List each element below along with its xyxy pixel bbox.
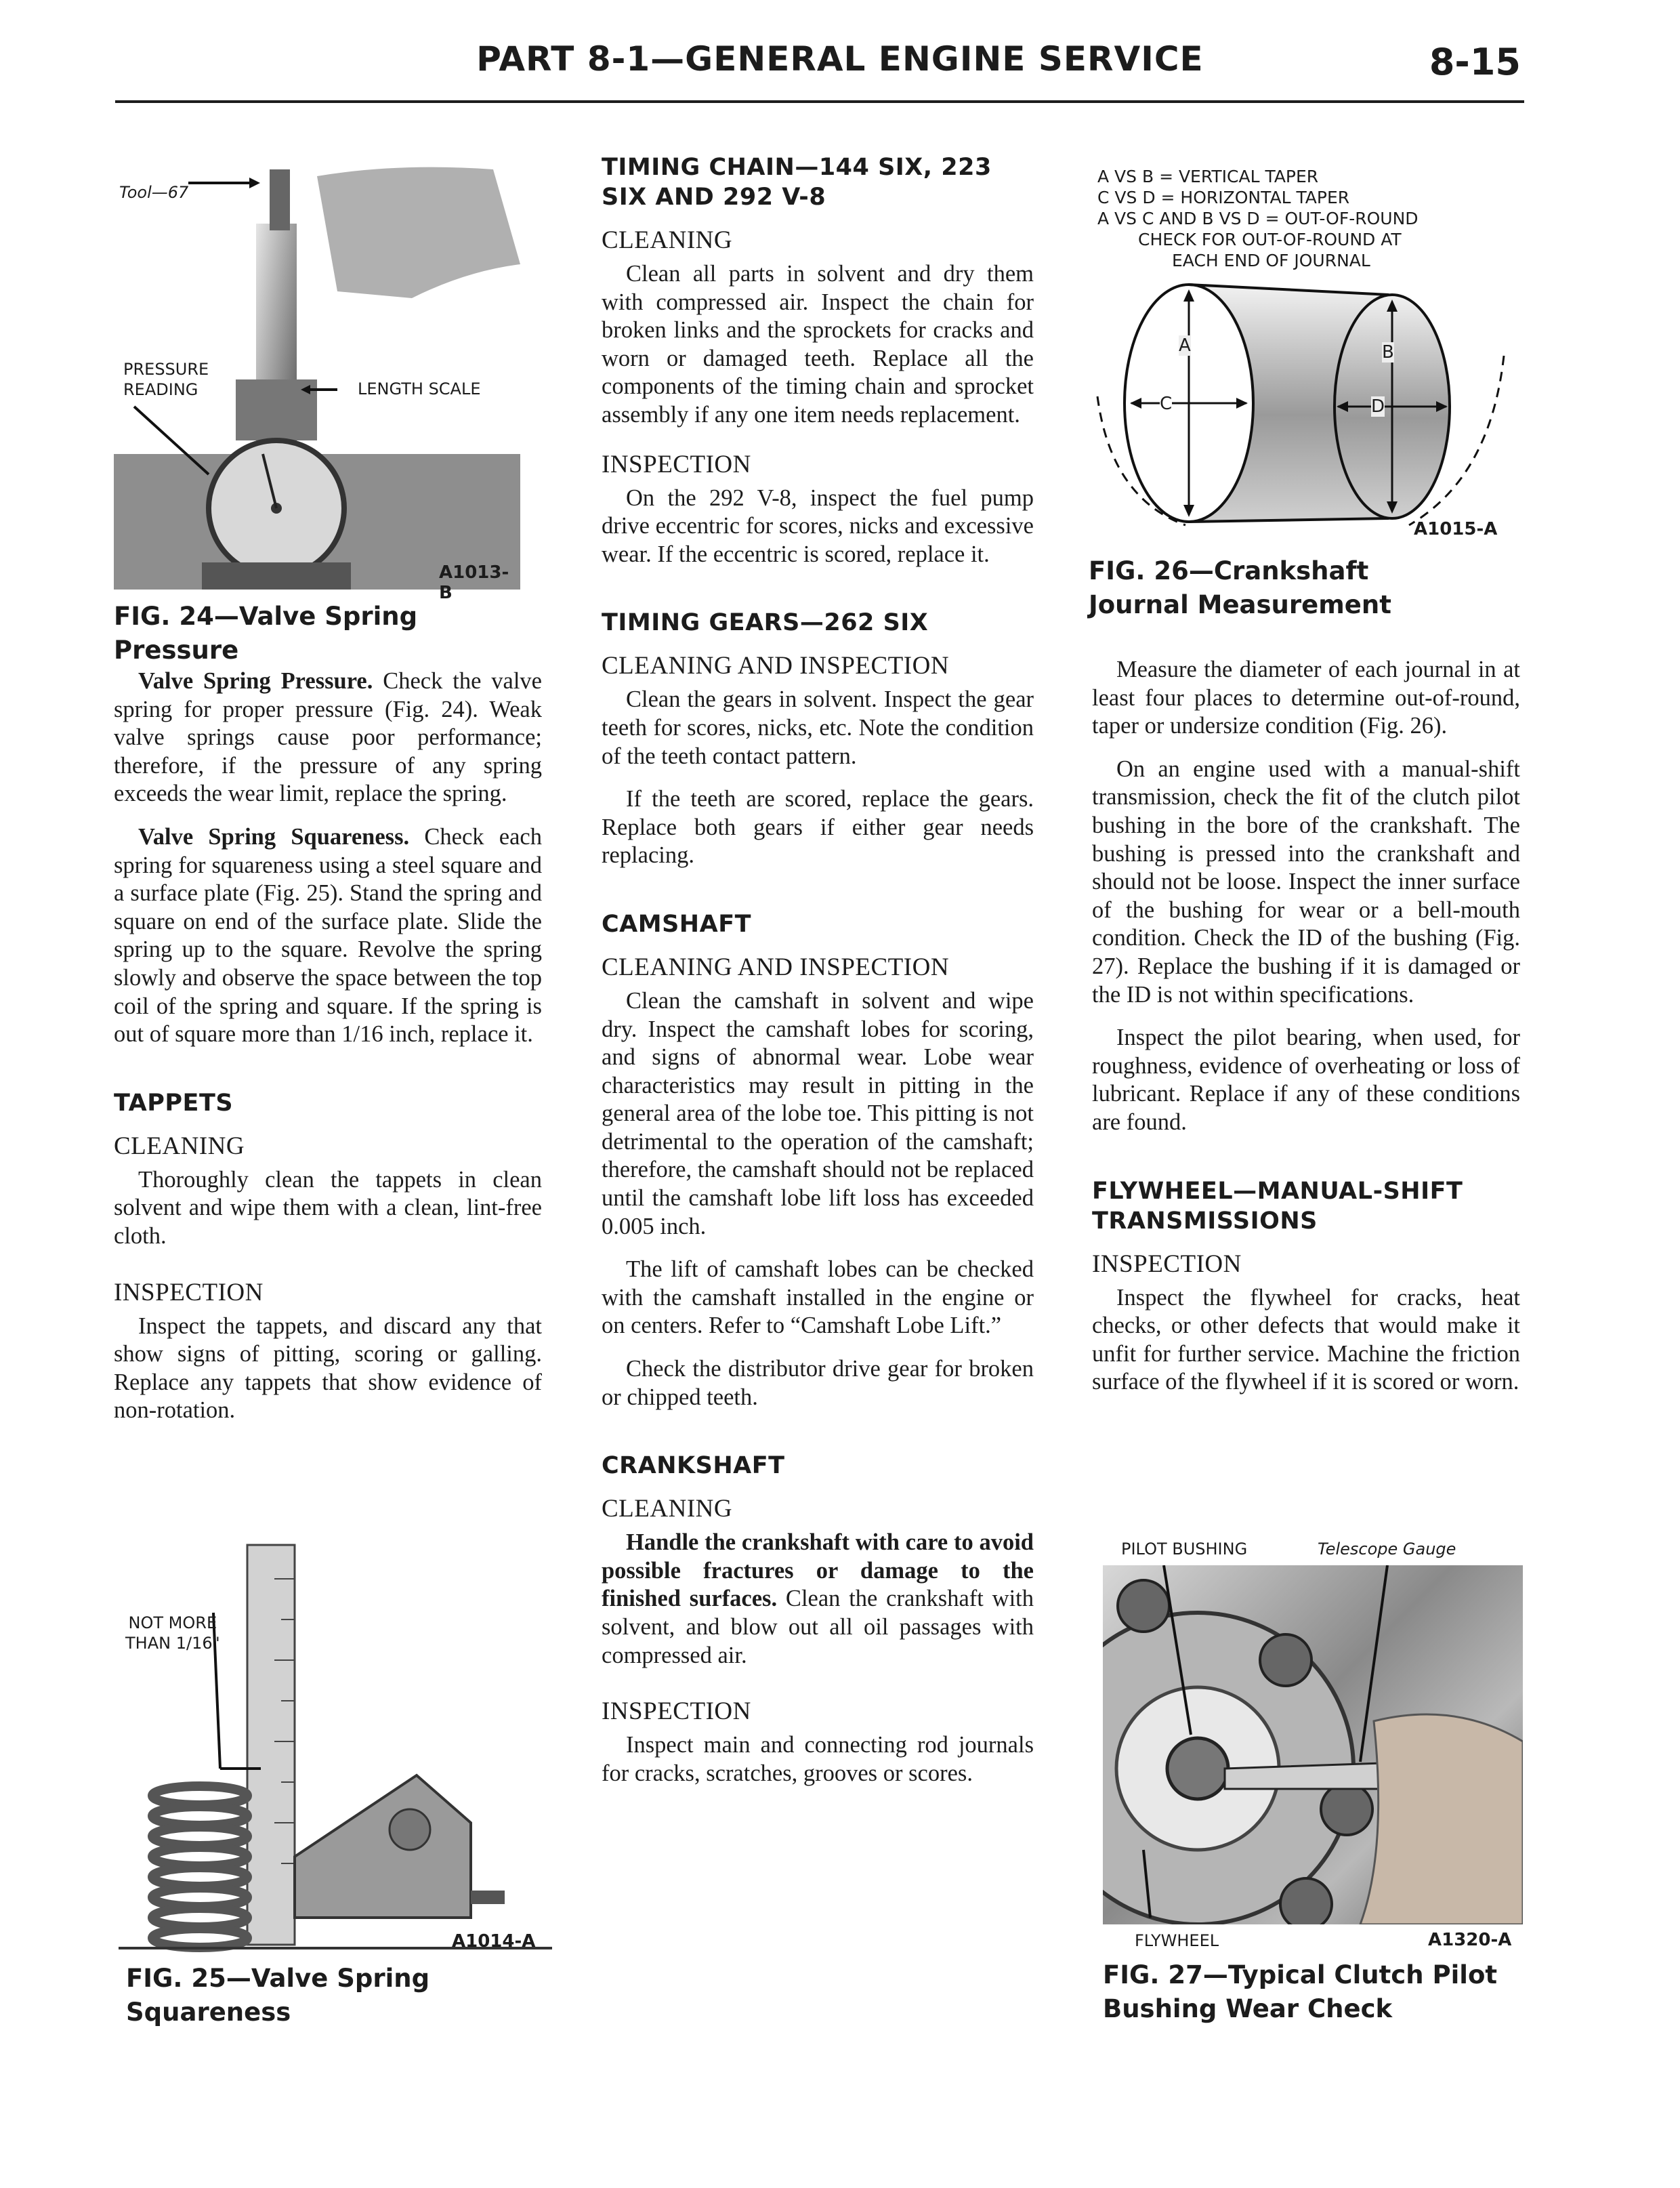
valve-spring-pressure-paragraph: Valve Spring Pressure. Check the valve spring for proper pressure (Fig. 24). Weak valve springs cause poor performance; therefore, if the pressure of any spring exceeds the wear limit, replace the spring.	[114, 668, 542, 807]
fig24-id: A1013-B	[439, 562, 509, 603]
pilot-bearing-text: Inspect the pilot bearing, when used, for roughness, evidence of overheating or loss of lubricant. Replace if any of these conditions are found.	[1092, 1025, 1520, 1135]
fig27-caption: FIG. 27—Typical Clutch Pilot Bushing Wear Check	[1103, 1960, 1498, 2023]
tappets-inspection-heading: INSPECTION	[114, 1278, 264, 1306]
fig24-length-label: LENGTH SCALE	[358, 379, 481, 398]
header-rule	[115, 100, 1524, 103]
flywheel-inspection-text: Inspect the flywheel for cracks, heat checks, or other defects that would make it unfit for further service. Machine the friction surface of the flywheel if it is scored or worn.	[1092, 1284, 1520, 1395]
fig26-caption: FIG. 26—Crankshaft Journal Measurement	[1089, 556, 1391, 619]
flywheel-heading: FLYWHEEL—MANUAL-SHIFT TRANSMISSIONS	[1092, 1177, 1463, 1235]
column-1	[114, 667, 542, 1440]
fig25-not-more-label: NOT MORE THAN 1/16"	[125, 1613, 220, 1653]
fig26-label-b: B	[1382, 342, 1394, 363]
fig24-caption: FIG. 24—Valve Spring Pressure	[114, 602, 418, 665]
fig26-legend-line-2: C VS D = HORIZONTAL TAPER	[1097, 188, 1350, 207]
fig26-legend-line-3: A VS C AND B VS D = OUT-OF-ROUND	[1097, 209, 1419, 228]
crankshaft-inspection-heading: INSPECTION	[602, 1697, 751, 1726]
column-2	[602, 152, 1034, 1802]
tappets-inspection-text: Inspect the tappets, and discard any that show signs of pitting, scoring or galling. Replace any tappets that show evidence of non-rotation.	[114, 1313, 542, 1424]
fig26-legend-line-1: A VS B = VERTICAL TAPER	[1097, 167, 1319, 186]
fig27-photo	[1103, 1565, 1523, 1924]
timing-chain-cleaning-heading: CLEANING	[602, 226, 733, 254]
timing-gears-heading: TIMING GEARS—262 SIX	[602, 609, 929, 637]
crankshaft-heading: CRANKSHAFT	[602, 1452, 785, 1480]
fig24-tool-label: Tool—67	[119, 183, 189, 202]
fig27-gauge-label: Telescope Gauge	[1318, 1540, 1456, 1559]
timing-chain-inspection-text: On the 292 V-8, inspect the fuel pump drive eccentric for scores, nicks and excessive wear. If the eccentric is scored, replace it.	[602, 484, 1034, 567]
timing-gears-text-2: If the teeth are scored, replace the gears. Replace both gears if either gear needs replacing.	[602, 786, 1034, 869]
page-number: 8-15	[1429, 41, 1521, 83]
column-3	[1092, 656, 1520, 1411]
fig25-caption: FIG. 25—Valve Spring Squareness	[126, 1964, 430, 2027]
fig27-flywheel-label: FLYWHEEL	[1135, 1931, 1219, 1950]
fig24-illustration	[114, 156, 520, 603]
fig25-illustration	[119, 1538, 552, 1958]
tappets-heading: TAPPETS	[114, 1089, 234, 1117]
pilot-bushing-text: On an engine used with a manual-shift transmission, check the fit of the clutch pilot bushing in the bore of the crankshaft. The bushing is pressed into the crankshaft and should not be loose. Inspect the inner surface of the bushing for wear or a bell-mouth condition. Check the ID of the bushing (Fig. 27). Replace the bushing if it is damaged or the ID is not within specifications.	[1092, 756, 1520, 1008]
fig24-pressure-label: PRESSURE READING	[123, 360, 209, 399]
page-header-title: PART 8-1—GENERAL ENGINE SERVICE	[476, 39, 1204, 79]
fig26-label-d: D	[1371, 396, 1385, 417]
timing-chain-inspection-heading: INSPECTION	[602, 450, 751, 478]
timing-gears-text-1: Clean the gears in solvent. Inspect the gear teeth for scores, nicks, etc. Note the condition of the teeth contact pattern.	[602, 686, 1034, 769]
fig26-legend-line-4: CHECK FOR OUT-OF-ROUND AT	[1138, 230, 1402, 249]
camshaft-heading: CAMSHAFT	[602, 910, 751, 938]
fig26-id: A1015-A	[1414, 519, 1498, 539]
crankshaft-cleaning-heading: CLEANING	[602, 1495, 733, 1523]
spring-square-image	[119, 1538, 552, 1958]
timing-chain-cleaning-text: Clean all parts in solvent and dry them with compressed air. Inspect the chain for broken links and the sprockets for cracks and worn or damaged teeth. Replace all the components of the timing chain and sprocket assembly if any one item needs replacement.	[602, 261, 1034, 428]
fig26-legend	[1097, 166, 1524, 271]
camshaft-text-2: The lift of camshaft lobes can be checked with the camshaft installed in the engine or on centers. Refer to “Camshaft Lobe Lift.”	[602, 1256, 1034, 1339]
camshaft-ci-heading: CLEANING AND INSPECTION	[602, 953, 950, 981]
camshaft-text-3: Check the distributor drive gear for broken or chipped teeth.	[602, 1356, 1034, 1410]
flywheel-inspection-heading: INSPECTION	[1092, 1250, 1242, 1278]
fig26-label-c: C	[1160, 394, 1173, 414]
fig26-legend-line-5: EACH END OF JOURNAL	[1172, 251, 1370, 270]
fig27-id: A1320-A	[1428, 1930, 1512, 1950]
tappets-cleaning-text: Thoroughly clean the tappets in clean solvent and wipe them with a clean, lint-free cloth.	[114, 1166, 542, 1249]
fig26-illustration	[1084, 274, 1524, 545]
tappets-cleaning-heading: CLEANING	[114, 1132, 245, 1160]
crankshaft-journal-diagram	[1084, 274, 1524, 545]
fig26-label-a: A	[1179, 335, 1191, 356]
timing-gears-ci-heading: CLEANING AND INSPECTION	[602, 652, 950, 680]
journal-measure-text: Measure the diameter of each journal in at least four places to determine out-of-round, taper or undersize condition (Fig. 26).	[1092, 657, 1520, 739]
crankshaft-inspection-text: Inspect main and connecting rod journals for cracks, scratches, grooves or scores.	[602, 1732, 1034, 1786]
fig27-pilot-label: PILOT BUSHING	[1121, 1540, 1248, 1559]
valve-spring-squareness-paragraph: Valve Spring Squareness. Check each spring for squareness using a steel square and a surface plate (Fig. 25). Stand the spring and square on end of the surface plate. Slide the spring up to the square. Revolve the spring slowly and observe the space between the top coil of the spring and square. If the spring is out of square more than 1/16 inch, replace it.	[114, 823, 542, 1048]
clutch-pilot-bushing-image	[1103, 1565, 1523, 1924]
fig25-id: A1014-A	[452, 1931, 536, 1952]
timing-chain-heading: TIMING CHAIN—144 SIX, 223 SIX AND 292 V-8	[602, 154, 992, 211]
crankshaft-cleaning-text: Handle the crankshaft with care to avoid possible fractures or damage to the finished surfaces. Clean the crankshaft with solvent, and blow out all oil passages with compressed air.	[602, 1529, 1034, 1668]
camshaft-text-1: Clean the camshaft in solvent and wipe dry. Inspect the camshaft lobes for scoring, and signs of abnormal wear. Lobe wear characteristics may result in pitting in the general area of the lobe toe. This pitting is not detrimental to the operation of the camshaft; therefore, the camshaft should not be replaced until the camshaft lobe lift loss has exceeded 0.005 inch.	[602, 987, 1034, 1239]
